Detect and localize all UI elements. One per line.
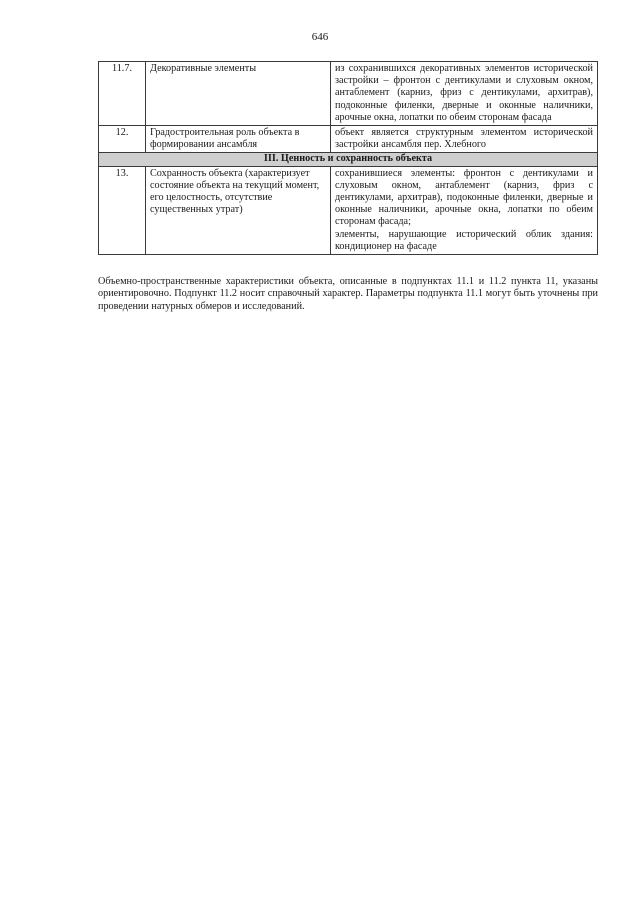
row-title: Декоративные элементы (146, 62, 331, 126)
row-description (331, 126, 598, 153)
row-title: Градостроительная роль объекта в формировании ансамбля (146, 126, 331, 153)
page-number: 646 (311, 31, 329, 43)
row-number: 13. (99, 166, 146, 254)
footnote-paragraph: Объемно-пространственные характеристики объекта, описанные в подпунктах 11.1 и 11.2 пункта 11, указаны ориентировочно. Подпункт 11.2 носит справочный характер. Параметры подпункта 11.1 могут быть уточнены при проведении натурных обмеров и исследований. (98, 276, 598, 312)
section-header: III. Ценность и сохранность объекта (99, 153, 598, 166)
row-description (331, 62, 598, 126)
table-row (99, 166, 598, 254)
object-characteristics-table (98, 61, 598, 255)
table-row (99, 126, 598, 153)
description-paragraph: объект является структурным элементом исторической застройки ансамбля пер. Хлебного (335, 127, 593, 151)
section-header-row (99, 153, 598, 166)
table-row (99, 62, 598, 126)
row-number: 12. (99, 126, 146, 153)
row-number: 11.7. (99, 62, 146, 126)
row-description (331, 166, 598, 254)
description-paragraph: элементы, нарушающие исторический облик здания: кондиционер на фасаде (335, 228, 593, 252)
description-paragraph: сохранившиеся элементы: фронтон с дентикулами и слуховым окном, антаблемент (карниз, фриз с дентикулами, архитрав), подоконные филенки, дверные и оконные наличники, арочные окна, лопатки по обеим сторонам фасада; (335, 167, 593, 228)
description-paragraph: из сохранившихся декоративных элементов исторической застройки – фронтон с дентикулами и слуховым окном, антаблемент (карниз, фриз с дентикулами, архитрав), подоконные филенки, дверные и оконные наличники, арочные окна, лопатки по обеим сторонам фасада (335, 63, 593, 123)
row-title: Сохранность объекта (характеризует состояние объекта на текущий момент, его целостность, отсутствие существенных утрат) (146, 166, 331, 254)
